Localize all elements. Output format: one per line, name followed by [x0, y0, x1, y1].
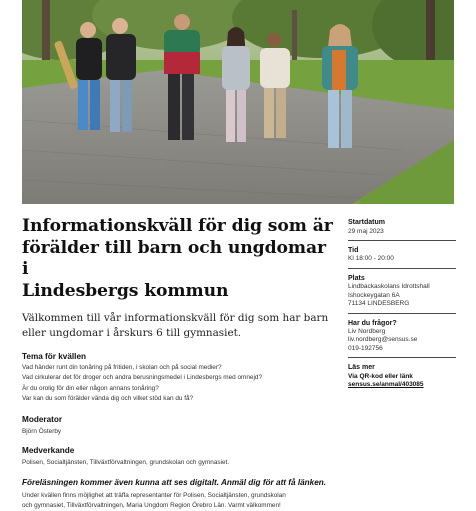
- theme-line: Är du orolig för din eller någon annans tonåring?: [22, 384, 159, 392]
- moderator-heading: Moderator: [22, 415, 63, 425]
- contact-email[interactable]: liv.nordberg@sensus.se: [348, 336, 418, 344]
- start-date-value: 29 maj 2023: [348, 227, 384, 235]
- participants-heading: Medverkande: [22, 446, 75, 456]
- moderator-section: [22, 415, 334, 437]
- contact-name: Liv Nordberg: [348, 328, 386, 336]
- moderator-name: Björn Österby: [22, 428, 62, 436]
- read-more-block: [348, 363, 456, 393]
- participants-section: [22, 446, 334, 468]
- closing-line: Under kvällen finns möjlighet att träffa representanter för Polisen, Socialtjänsten, grundskolan: [22, 491, 286, 499]
- location-line: Lindbackaskolans Idrottshall: [348, 283, 430, 291]
- theme-line: Var kan du som förälder vända dig och vilket stöd kan du få?: [22, 394, 194, 402]
- location-line: Ishockeygatan 6A: [348, 291, 400, 299]
- digital-notice: Föreläsningen kommer även kunna att ses digitalt. Anmäl dig för att få länken.: [22, 477, 327, 487]
- start-date-block: [348, 218, 456, 241]
- read-more-label: Läs mer: [348, 364, 375, 372]
- participants-text: Polisen, Socialtjänsten, Tillväxtförvaltningen, grundskolan och gymnasiet.: [22, 459, 230, 467]
- questions-block: [348, 319, 456, 359]
- location-block: [348, 274, 456, 314]
- questions-label: Har du frågor?: [348, 319, 397, 327]
- title-line: Informationskväll för dig som är: [22, 216, 333, 236]
- location-line: 71134 LINDESBERG: [348, 300, 410, 308]
- theme-line: Vad cirkulerar det för droger och andra berusningsmedel i Lindesbergs med omnejd?: [22, 374, 263, 382]
- title-line: förälder till barn och ungdomar i: [22, 237, 326, 279]
- header-photo: [22, 0, 454, 204]
- title-line: Lindesbergs kommun: [22, 280, 229, 301]
- start-date-label: Startdatum: [348, 219, 385, 226]
- theme-section: [22, 352, 334, 404]
- location-label: Plats: [348, 274, 365, 282]
- time-label: Tid: [348, 246, 359, 254]
- read-more-text: Via QR-kod eller länk: [348, 372, 413, 380]
- time-block: [348, 246, 456, 269]
- closing-line: och gymnasiet, Tillväxtförvaltningen, Maria Ungdom Region Örebro Län. Varmt välkommen!: [22, 502, 281, 510]
- event-details-sidebar: [348, 218, 456, 399]
- contact-phone: 019-192756: [348, 344, 383, 352]
- intro-text: Välkommen till vår informationskväll för dig som har barn eller ungdomar i årskurs 6 till gymnasiet.: [22, 312, 329, 339]
- registration-link[interactable]: sensus.se/anmal/403085: [348, 381, 424, 389]
- theme-line: Vad händer runt din tonåring på fritiden, i skolan och på social medier?: [22, 364, 222, 371]
- theme-heading: Tema för kvällen: [22, 352, 87, 361]
- main-content: [22, 216, 334, 511]
- page-title: [22, 216, 334, 302]
- teenagers-walking-photo: [22, 0, 454, 204]
- time-value: Kl 18:00 - 20:00: [348, 255, 394, 263]
